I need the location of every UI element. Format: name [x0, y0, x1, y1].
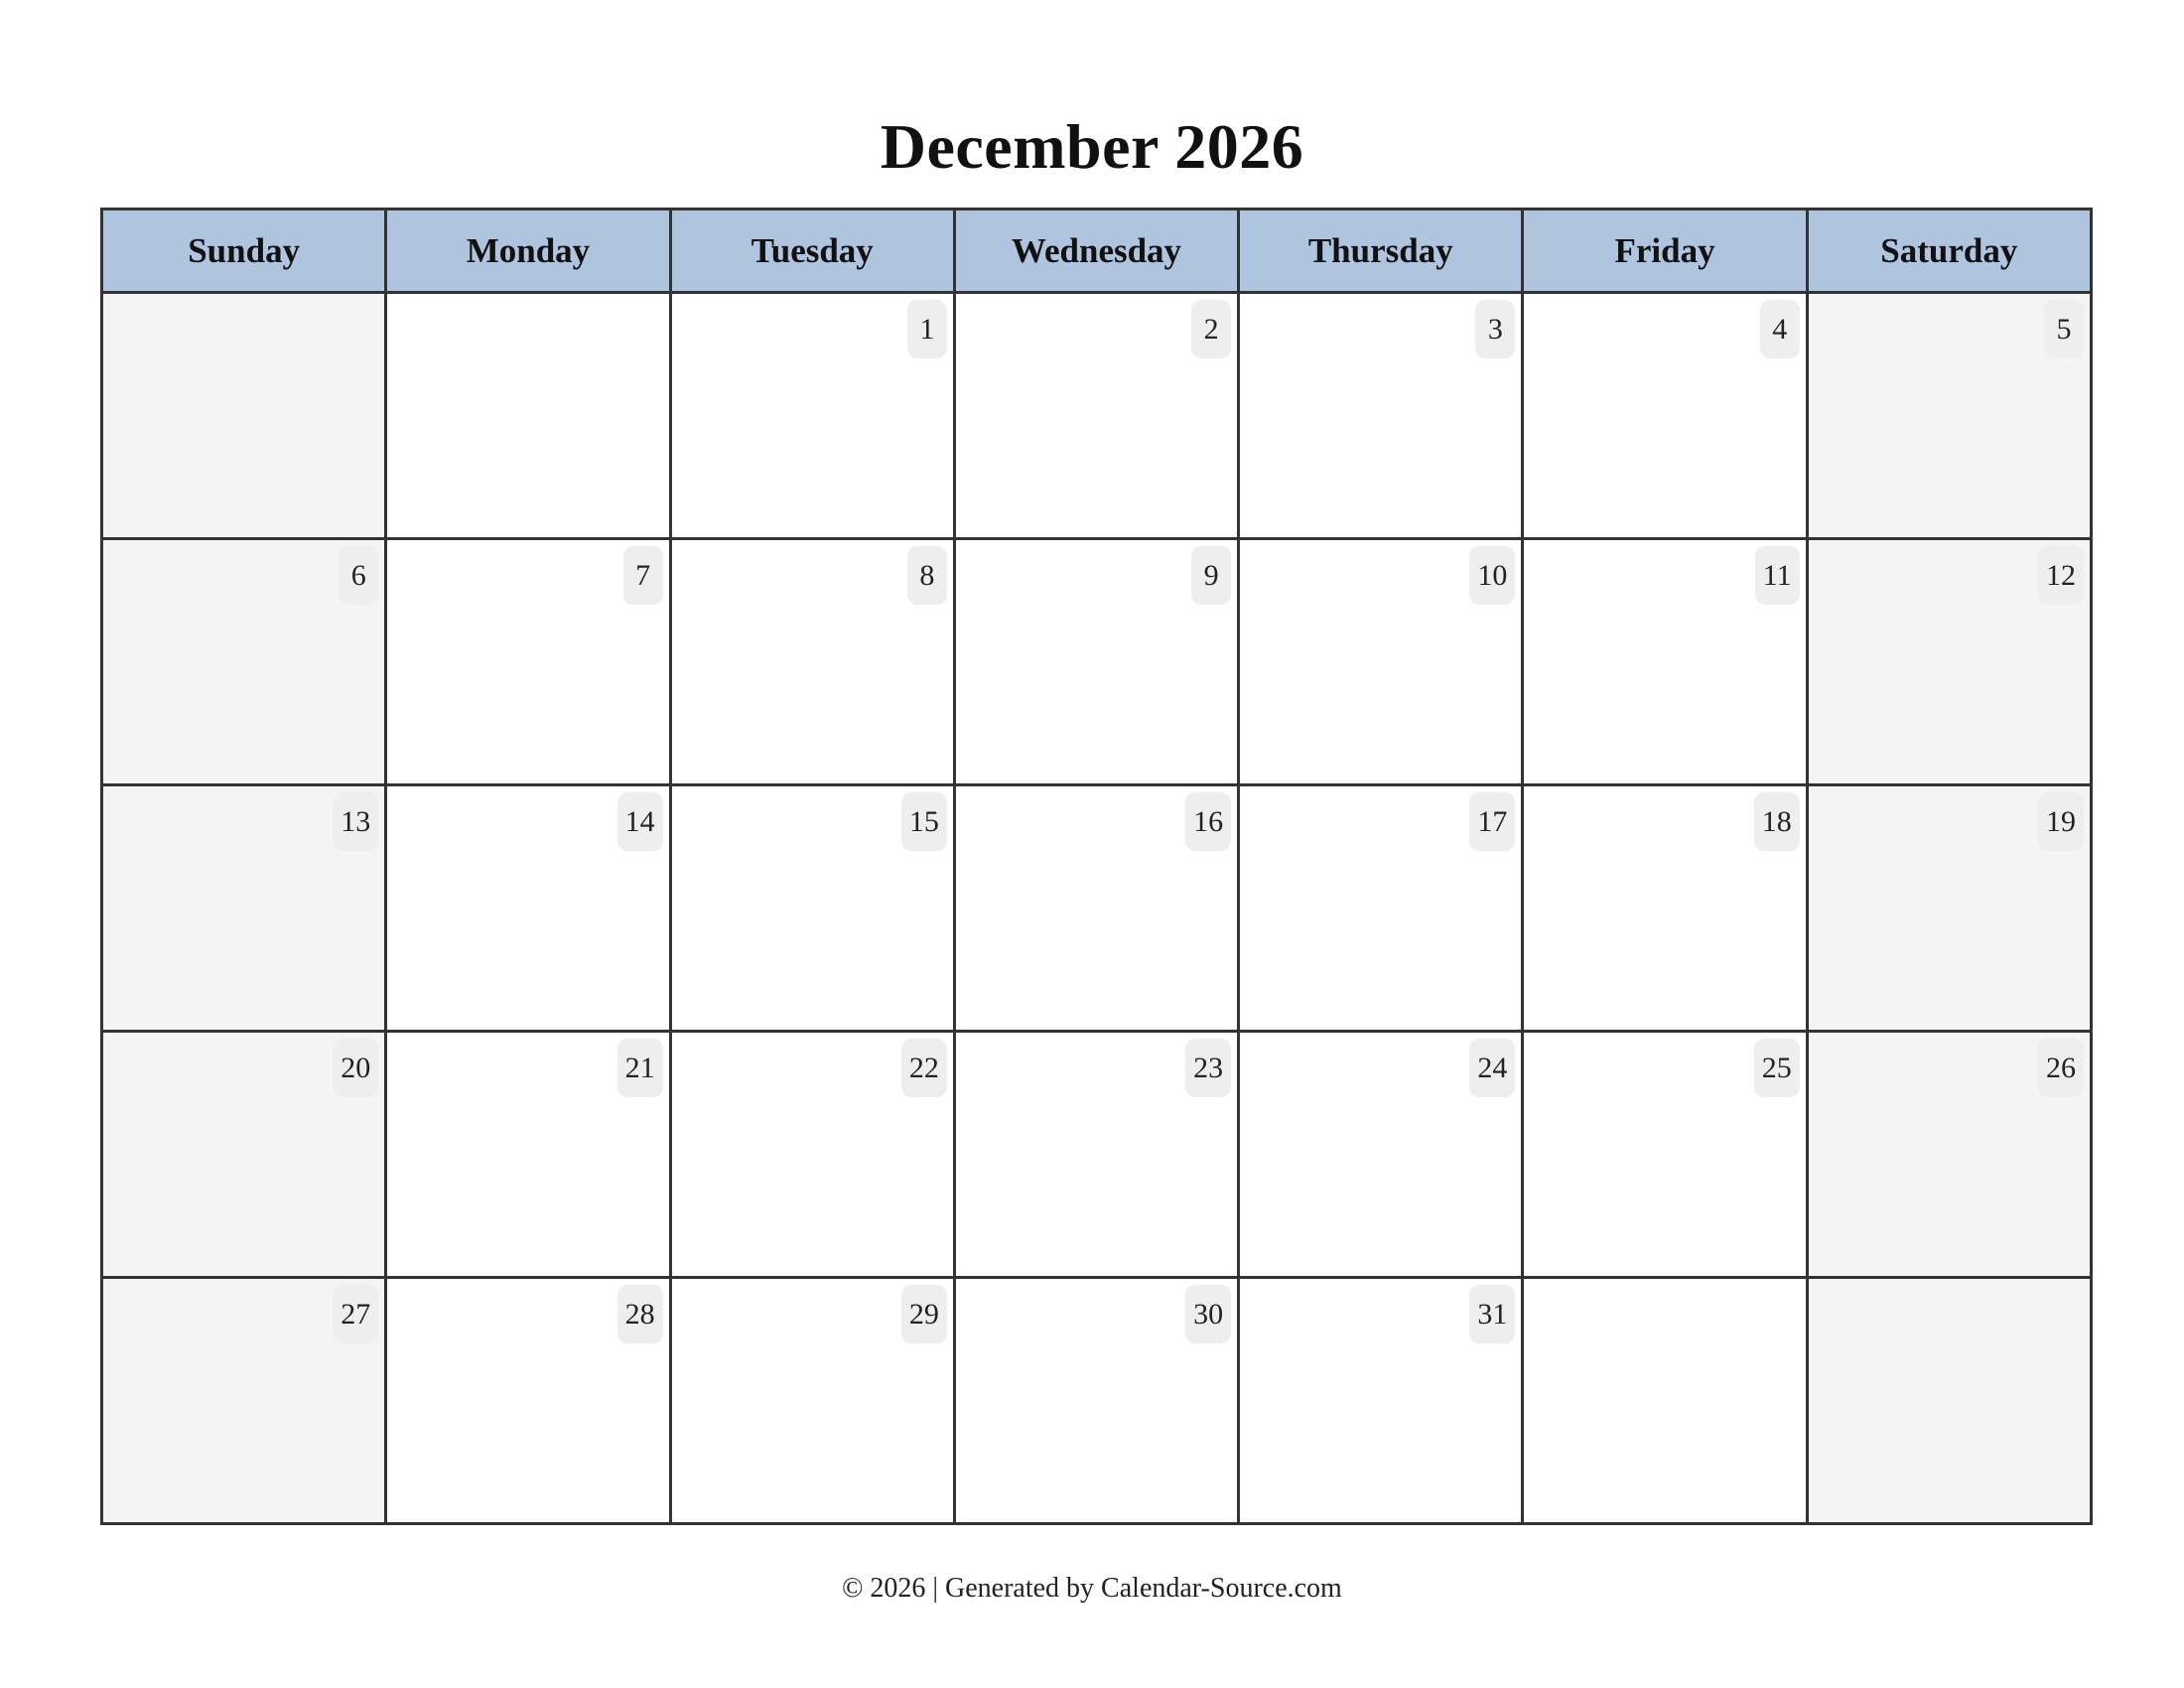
day-number: 9 [1191, 546, 1231, 605]
day-cell[interactable] [670, 1032, 954, 1278]
calendar-grid [100, 208, 2093, 1525]
day-cell[interactable] [1807, 1278, 2091, 1524]
day-cell[interactable] [1523, 539, 1807, 785]
weekday-header-row [102, 210, 2092, 293]
day-cell[interactable] [102, 1032, 386, 1278]
day-cell[interactable] [386, 1278, 670, 1524]
day-cell[interactable] [954, 785, 1238, 1032]
day-number: 20 [333, 1039, 378, 1097]
day-number: 22 [901, 1039, 947, 1097]
day-cell[interactable] [386, 785, 670, 1032]
day-cell[interactable] [102, 1278, 386, 1524]
day-cell[interactable] [1523, 1032, 1807, 1278]
day-cell[interactable] [1239, 293, 1523, 539]
day-number: 14 [617, 792, 663, 851]
day-number: 23 [1185, 1039, 1231, 1097]
day-number: 26 [2038, 1039, 2084, 1097]
week-row [102, 785, 2092, 1032]
week-row [102, 1278, 2092, 1524]
day-cell[interactable] [102, 785, 386, 1032]
day-number: 28 [617, 1285, 663, 1343]
week-row [102, 293, 2092, 539]
calendar-title: December 2026 [880, 111, 1304, 182]
day-cell[interactable] [102, 539, 386, 785]
day-number: 1 [907, 300, 947, 358]
day-cell[interactable] [386, 1032, 670, 1278]
day-cell[interactable] [1523, 1278, 1807, 1524]
day-cell[interactable] [1807, 1032, 2091, 1278]
day-cell[interactable] [1239, 539, 1523, 785]
weekday-header-wednesday: Wednesday [954, 210, 1238, 293]
day-cell[interactable] [1523, 293, 1807, 539]
weekday-header-monday: Monday [386, 210, 670, 293]
day-cell[interactable] [386, 539, 670, 785]
day-number: 11 [1755, 546, 1800, 605]
day-cell[interactable] [1807, 293, 2091, 539]
weekday-header-friday: Friday [1523, 210, 1807, 293]
day-number: 18 [1754, 792, 1800, 851]
day-cell[interactable] [670, 293, 954, 539]
day-cell[interactable] [386, 293, 670, 539]
day-cell[interactable] [954, 1278, 1238, 1524]
day-number: 4 [1760, 300, 1800, 358]
weekday-header-thursday: Thursday [1239, 210, 1523, 293]
day-number: 12 [2038, 546, 2084, 605]
day-cell[interactable] [670, 539, 954, 785]
day-number: 27 [333, 1285, 378, 1343]
day-number: 10 [1469, 546, 1515, 605]
day-cell[interactable] [1523, 785, 1807, 1032]
footer-credit: © 2026 | Generated by Calendar-Source.com [842, 1573, 1342, 1604]
weekday-header-sunday: Sunday [102, 210, 386, 293]
day-cell[interactable] [1807, 785, 2091, 1032]
weekday-header-tuesday: Tuesday [670, 210, 954, 293]
day-number: 15 [901, 792, 947, 851]
week-row [102, 539, 2092, 785]
day-number: 25 [1754, 1039, 1800, 1097]
day-number: 2 [1191, 300, 1231, 358]
day-number: 6 [339, 546, 378, 605]
day-number: 5 [2044, 300, 2084, 358]
day-cell[interactable] [670, 785, 954, 1032]
day-number: 8 [907, 546, 947, 605]
day-cell[interactable] [1239, 1278, 1523, 1524]
day-cell[interactable] [1239, 1032, 1523, 1278]
day-cell[interactable] [670, 1278, 954, 1524]
day-number: 31 [1469, 1285, 1515, 1343]
day-number: 17 [1469, 792, 1515, 851]
day-cell[interactable] [1807, 539, 2091, 785]
day-number: 21 [617, 1039, 663, 1097]
day-number: 30 [1185, 1285, 1231, 1343]
day-cell[interactable] [954, 1032, 1238, 1278]
day-cell[interactable] [102, 293, 386, 539]
weekday-header-saturday: Saturday [1807, 210, 2091, 293]
day-number: 24 [1469, 1039, 1515, 1097]
week-row [102, 1032, 2092, 1278]
day-number: 13 [333, 792, 378, 851]
day-number: 19 [2038, 792, 2084, 851]
day-number: 29 [901, 1285, 947, 1343]
day-number: 16 [1185, 792, 1231, 851]
day-cell[interactable] [954, 539, 1238, 785]
day-cell[interactable] [954, 293, 1238, 539]
day-cell[interactable] [1239, 785, 1523, 1032]
day-number: 3 [1475, 300, 1515, 358]
day-number: 7 [623, 546, 663, 605]
